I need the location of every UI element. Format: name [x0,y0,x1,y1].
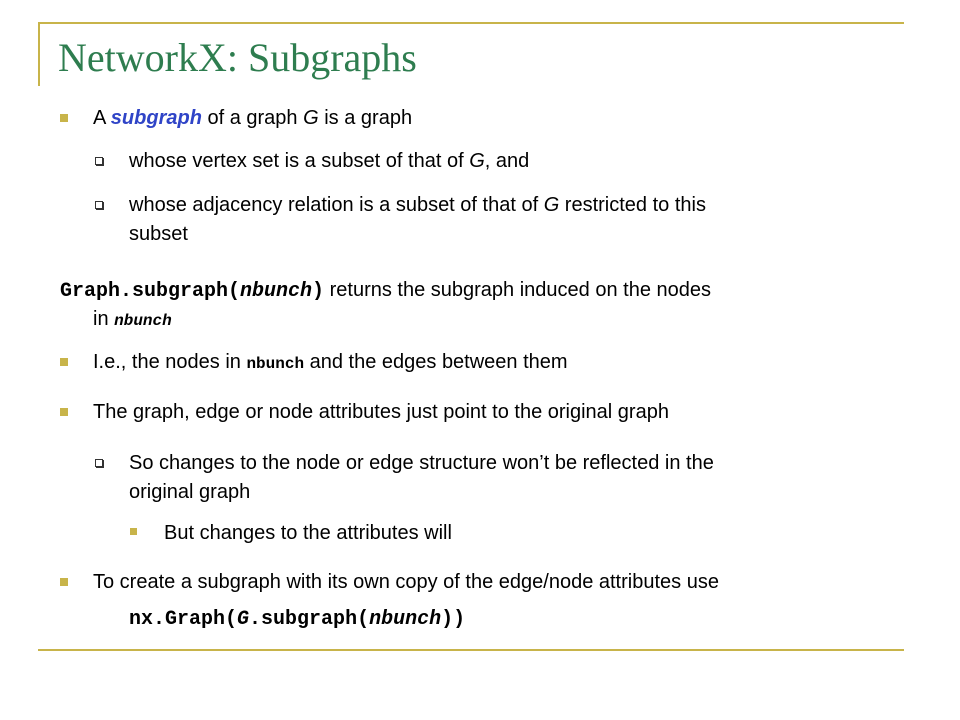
text: I.e., the nodes in [93,351,247,373]
code-graph-symbol: G [237,608,250,631]
text: restricted to this [559,194,706,216]
sub-bullet-structure-changes: So changes to the node or edge structure won’t be reflected in the [129,452,714,474]
left-rule [38,22,40,86]
code-argument: nbunch [240,280,313,303]
code-text: nx.Graph( [129,608,238,631]
graph-symbol: G [303,107,319,129]
sub-bullet-vertex-set [129,149,529,173]
code-argument: nbunch [114,312,172,330]
square-bullet-icon [130,528,137,535]
text: whose vertex set is a subset of that of [129,150,470,172]
square-bullet-icon [60,408,68,416]
code-text: )) [441,608,466,631]
subgraph-method-description-continued [93,307,172,333]
code-argument: nbunch [246,355,305,373]
graph-symbol: G [543,194,560,216]
hollow-square-bullet-icon [95,459,103,467]
square-bullet-icon [60,114,68,122]
text: A [93,107,111,129]
square-bullet-icon [60,358,68,366]
text: is a graph [318,107,413,129]
bullet-attributes-point: The graph, edge or node attributes just point to the original graph [93,401,669,423]
code-argument: nbunch [369,608,442,631]
slide-title: NetworkX: Subgraphs [58,35,417,80]
square-bullet-icon [60,578,68,586]
subgraph-term: subgraph [110,107,202,129]
text: whose adjacency relation is a subset of that of [129,194,544,216]
hollow-square-bullet-icon [95,157,103,165]
graph-symbol: G [469,150,485,172]
bullet-subgraph-definition [93,106,412,130]
text: of a graph [201,107,304,129]
text: returns the subgraph induced on the nodes [324,279,712,301]
sub-bullet-adjacency-continued: subset [129,223,188,245]
bullet-ie-nodes [93,350,568,376]
sub-bullet-adjacency [129,193,706,217]
bottom-rule [38,649,904,651]
code-method: Graph.subgraph( [60,280,241,303]
subgraph-method-description [60,278,711,304]
text: , and [484,150,530,172]
code-copy-example [129,606,465,632]
text: in [93,308,115,330]
top-rule [38,22,904,24]
sub-bullet-structure-changes-continued: original graph [129,481,251,503]
sub-sub-bullet-attribute-changes: But changes to the attributes will [164,522,452,544]
text: and the edges between them [304,351,568,373]
code-text: .subgraph( [249,608,370,631]
code-method-close: ) [312,280,325,303]
bullet-create-copy: To create a subgraph with its own copy of the edge/node attributes use [93,571,719,593]
hollow-square-bullet-icon [95,201,103,209]
